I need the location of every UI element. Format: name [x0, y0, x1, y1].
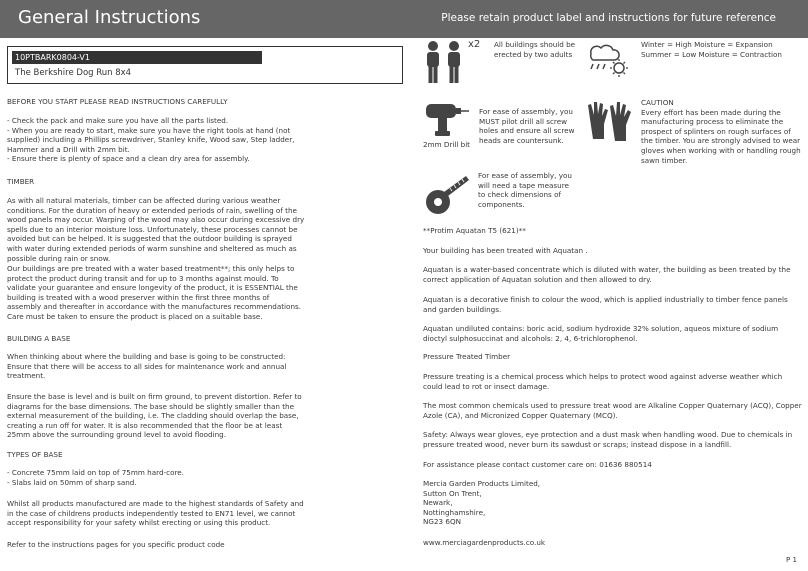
refer-note: Refer to the instructions pages for you specific product code — [7, 540, 225, 549]
before-list — [7, 116, 305, 164]
page-number: P 1 — [786, 556, 797, 564]
pressure-heading: Pressure Treated Timber — [423, 352, 511, 361]
treatment-body: Our buildings are pre treated with a water based treatment**; this only helps to protect the product during transit and for up to 3 months against mould. To validate your guarantee and ensure longevity of the product, it is ESSENTIAL the building is treated with a wood preserver within the first three months of assembly and thereafter in accordance with the manufactures recommendations. Care must be taken to ensure the product is placed on a suitable base. — [7, 264, 302, 321]
safety-disclaimer: Whilst all products manufactured are made to the highest standards of Safety and in the case of childrens products independently tested to EN71 level, we cannot accept responsibility for your safety whilst erecting or using this product. — [7, 499, 304, 528]
before-item: - Ensure there is plenty of space and a clean dry area for assembly. — [7, 154, 250, 164]
address-line: Mercia Garden Products Limited, — [423, 479, 541, 488]
before-heading: BEFORE YOU START PLEASE READ INSTRUCTIONS CAREFULLY — [7, 97, 228, 106]
types-item: - Concrete 75mm laid on top of 75mm hard-core. — [7, 468, 184, 477]
retain-note: Please retain product label and instructions for future reference — [441, 12, 776, 24]
pressure-paragraph-2: The most common chemicals used to pressure treat wood are Alkaline Copper Quaternary (ACQ), Copper Azole (CA), and Micronized Copper Quaternary (MCQ). — [423, 401, 802, 420]
tape-measure-icon — [422, 170, 472, 216]
page-title: General Instructions — [18, 7, 201, 28]
address-line: Newark, — [423, 498, 453, 508]
two-people-icon — [422, 40, 470, 88]
timber-body: As with all natural materials, timber can be affected during various weather conditions. For the duration of heavy or extended periods of rain, swelling of the wood panels may occur. Warping of the wood may also occur during excessive dry spells due to an interior moisture loss. Unfortunately, these processes cannot be avoided but can be helped. It is suggested that the outdoor building is sprayed with water during extended periods of warm sunshine and sheltered as much as possible during rain or snow. — [7, 196, 305, 263]
product-label-box — [7, 46, 403, 84]
header-bar — [0, 0, 808, 38]
pressure-paragraph-1: Pressure treating is a chemical process which helps to protect wood against adverse weather which could lead to rot or insect damage. — [423, 372, 783, 391]
drill-bit-caption: 2mm Drill bit — [423, 140, 471, 149]
product-code: 10PTBARK0804-V1 — [12, 51, 262, 64]
address-line: Nottinghamshire, — [423, 507, 486, 517]
product-name: The Berkshire Dog Run 8x4 — [15, 68, 132, 78]
base-heading: BUILDING A BASE — [7, 334, 71, 343]
before-item: - When you are ready to start, make sure you have the right tools at hand (not supplied) including a Phillips screwdriver, Stanley knife, Wood saw, Step ladder, Hammer and a Drill with 2mm bit. — [7, 125, 295, 154]
address-line: NG23 6QN — [423, 517, 461, 527]
weather-icon — [585, 38, 631, 82]
drill-text: For ease of assembly, you MUST pilot drill all screw holes and ensure all screw heads are countersunk. — [479, 107, 575, 145]
gloves-icon — [584, 97, 634, 149]
before-item: - Check the pack and make sure you have all the parts listed. — [7, 116, 229, 125]
weather-winter: Winter = High Moisture = Expansion — [641, 40, 773, 49]
types-item: - Slabs laid on 50mm of sharp sand. — [7, 477, 137, 487]
aquatan-paragraph-3: Aquatan undiluted contains: boric acid, sodium hydroxide 32% solution, aqueos mixture of sodium dioctyl sulphosuccinat and alcohols: 2, 4, 6-trichlorophenol. — [423, 324, 779, 343]
tape-text: For ease of assembly, you will need a tape measure to check dimensions of components. — [478, 171, 572, 209]
types-list — [7, 468, 305, 487]
website-link[interactable]: www.merciagardenproducts.co.uk — [423, 538, 546, 547]
drill-icon — [420, 100, 470, 140]
pressure-safety: Safety: Always wear gloves, eye protection and a dust mask when handling wood. Due to chemicals in pressure treated wood, never burn its sawdust or scraps; instead dispose in a landfill. — [423, 430, 793, 449]
two-people-text: All buildings should be erected by two adults — [494, 40, 576, 59]
base-body-1: When thinking about where the building and base is going to be constructed: Ensure that there will be access to all sides for maintenance work and annual treatment. — [7, 352, 287, 381]
caution-text: Every effort has been made during the manufacturing process to eliminate the prospect of splinters on rough surfaces of the timber. You are strongly advised to wear gloves when working with or handling rough sawn timber. — [641, 107, 801, 165]
aquatan-paragraph-1: Aquatan is a water-based concentrate which is diluted with water, the building as been treated by the correct application of Aquatan solution and then allowed to dry. — [423, 265, 791, 284]
two-people-multiplier: x2 — [468, 39, 481, 50]
weather-summer: Summer = Low Moisture = Contraction — [641, 49, 782, 59]
types-heading: TYPES OF BASE — [7, 450, 63, 459]
caution-block — [641, 98, 803, 165]
address-line: Sutton On Trent, — [423, 488, 482, 498]
weather-text — [641, 40, 803, 59]
timber-heading: TIMBER — [7, 177, 35, 186]
treated-with: Your building has been treated with Aquatan . — [423, 246, 588, 255]
protim-note: **Protim Aquatan T5 (621)** — [423, 226, 526, 235]
customer-care: For assistance please contact customer care on: 01636 880514 — [423, 460, 652, 469]
company-address — [423, 479, 540, 527]
caution-heading: CAUTION — [641, 98, 674, 107]
base-body-2: Ensure the base is level and is built on firm ground, to prevent distortion. Refer to diagrams for the base dimensions. The base should be slightly smaller than the external measurement of the building, i.e. The cladding should overlap the base, creating a run off for water. It is also recommended that the floor be at least 25mm above the surrounding ground level to avoid flooding. — [7, 392, 302, 440]
aquatan-paragraph-2: Aquatan is a decorative finish to colour the wood, which is applied industrially to timber fence panels and garden buildings. — [423, 295, 788, 314]
